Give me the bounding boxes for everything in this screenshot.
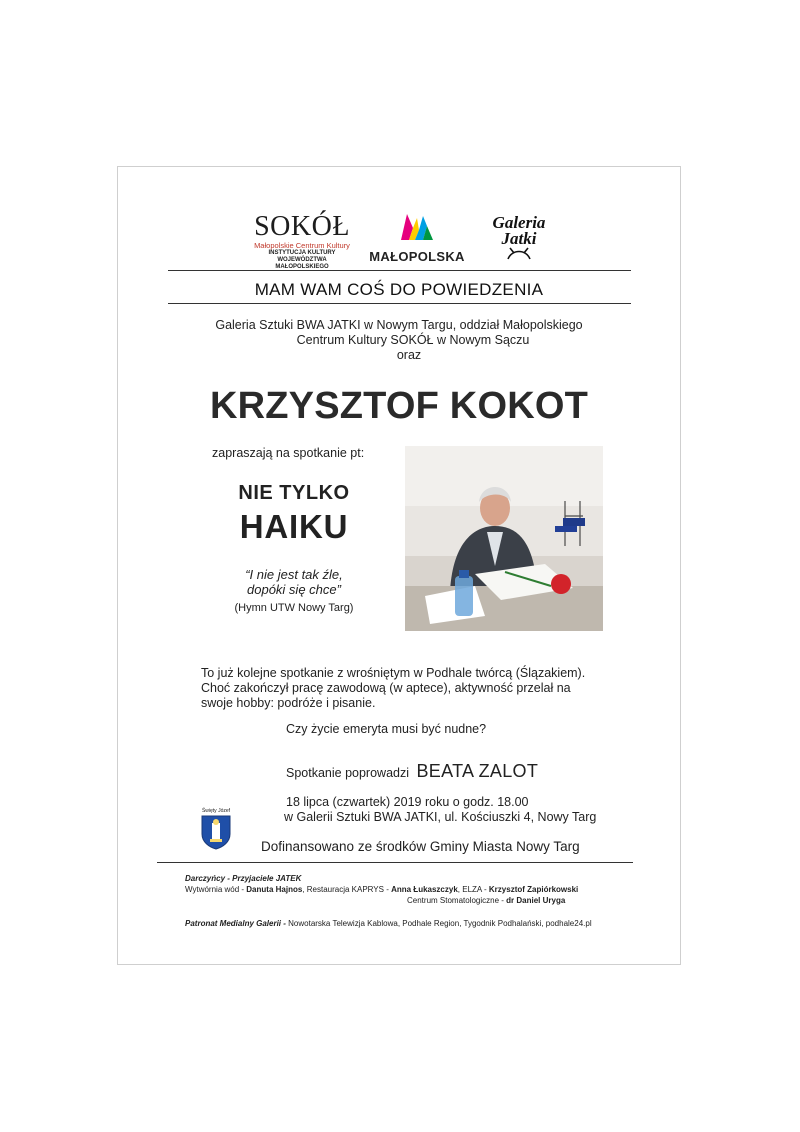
coat-of-arms-icon <box>199 814 233 850</box>
organizer-line-1: Galeria Sztuki BWA JATKI w Nowym Targu, oddział Małopolskiego <box>215 318 583 332</box>
quote-source: (Hymn UTW Nowy Targ) <box>234 602 354 614</box>
quote-line-1: “I nie jest tak źle, <box>245 567 343 582</box>
host-line <box>286 761 538 782</box>
sokol-logo-institution: INSTYTUCJA KULTURY <box>268 250 336 256</box>
event-date-line-1: 18 lipca (czwartek) 2019 roku o godz. 18.00 <box>286 795 529 809</box>
organizer-line-2: Centrum Kultury SOKÓŁ w Nowym Sączu <box>296 333 530 347</box>
event-title-line-2: HAIKU <box>239 508 349 545</box>
author-photo-image <box>405 446 603 631</box>
sokol-logo-subtitle: Małopolskie Centrum Kultury <box>254 241 350 250</box>
organizer-text <box>117 318 681 363</box>
crest-label: Święty Józef <box>201 808 231 814</box>
city-crest <box>199 808 233 852</box>
goat-head-icon <box>504 247 534 261</box>
invite-text: zapraszają na spotkanie pt: <box>212 446 365 460</box>
galeria-logo-word: Galeria <box>492 213 546 232</box>
footer-rule <box>157 862 633 863</box>
author-photo <box>405 446 603 631</box>
jatki-logo-word: Jatki <box>501 229 537 248</box>
sokol-logo-region: WOJEWÓDZTWA MAŁOPOLSKIEGO <box>275 257 329 270</box>
poster-heading: MAM WAM COŚ DO POWIEDZENIA <box>254 280 544 299</box>
malopolska-logo <box>362 210 472 262</box>
media-patronage <box>185 919 592 928</box>
description-line-3: swoje hobby: podróże i pisanie. <box>201 696 376 710</box>
description-line-1: To już kolejne spotkanie z wrośniętym w Podhale twórcą (Ślązakiem). <box>201 666 586 680</box>
donors-heading: Darczyńcy - Przyjaciele JATEK <box>185 874 302 883</box>
funding-note: Dofinansowano ze środków Gminy Miasta Nowy Targ <box>261 839 580 854</box>
galeria-jatki-logo <box>490 215 548 267</box>
media-label: Patronat Medialny Galerii - <box>185 919 289 928</box>
description-line-2: Choć zakończył pracę zawodową (w aptece), aktywność przelał na <box>201 681 571 695</box>
malopolska-logo-word: MAŁOPOLSKA <box>369 249 465 264</box>
quote <box>150 567 438 597</box>
question-text: Czy życie emeryta musi być nudne? <box>286 722 487 736</box>
heading-rule <box>168 303 631 304</box>
host-name: BEATA ZALOT <box>416 761 539 781</box>
sokol-logo <box>252 211 352 270</box>
description <box>201 666 621 711</box>
host-prefix: Spotkanie poprowadzi <box>286 766 409 780</box>
event-title-line-1: NIE TYLKO <box>238 482 350 504</box>
event-date-line-2: w Galerii Sztuki BWA JATKI, ul. Kościuszki 4, Nowy Targ <box>284 810 597 824</box>
donors-line-1: Wytwórnia wód - Danuta Hajnos, Restauracja KAPRYS - Anna Łukaszczyk, ELZA - Krzysztof Zapiórkowski <box>185 885 579 894</box>
donors <box>185 873 655 906</box>
guest-name: KRZYSZTOF KOKOT <box>209 385 589 427</box>
quote-line-2: dopóki się chce” <box>247 582 341 597</box>
organizer-line-3: oraz <box>396 348 422 362</box>
media-text: Nowotarska Telewizja Kablowa, Podhale Region, Tygodnik Podhalański, podhale24.pl <box>288 919 592 928</box>
sokol-logo-word: SOKÓŁ <box>254 211 350 242</box>
top-rule <box>168 270 631 271</box>
event-date <box>286 795 596 825</box>
malopolska-m-icon <box>397 210 437 242</box>
donors-line-2: Centrum Stomatologiczne - dr Daniel Uryga <box>407 896 566 905</box>
